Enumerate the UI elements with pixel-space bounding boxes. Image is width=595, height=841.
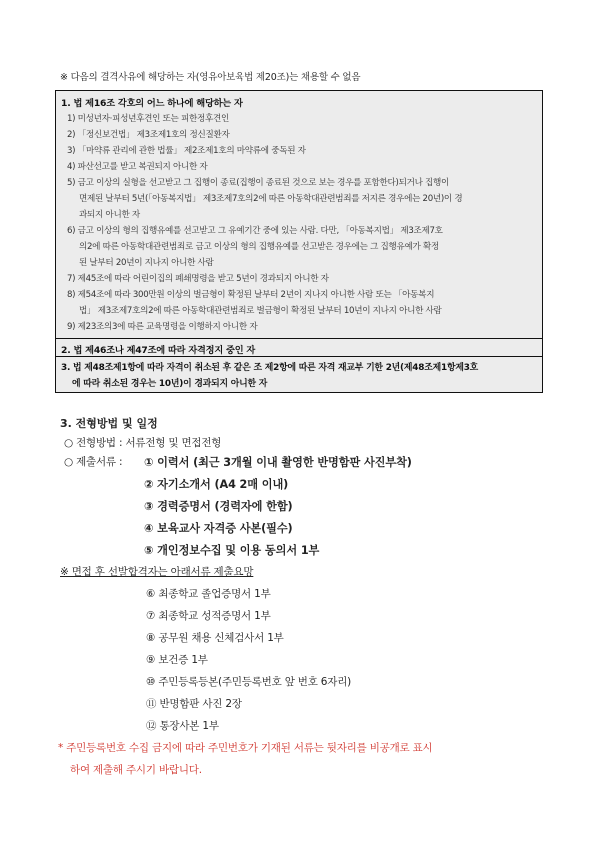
box-item: 5) 금고 이상의 실형을 선고받고 그 집행이 종료(집행이 종료된 것으로 보는 경우를 포함한다)되거나 집행이 bbox=[67, 178, 450, 188]
box-item: 의2에 따른 아동학대관련범죄로 금고 이상의 형의 집행유예를 선고받은 경우에는 그 집행유예가 확정 bbox=[79, 242, 439, 252]
box-item: 2) 「정신보건법」 제3조제1호의 정신질환자 bbox=[67, 130, 230, 140]
after-doc-item: ⑨ 보건증 1부 bbox=[146, 654, 208, 666]
doc-item-self-intro: ② 자기소개서 (A4 2매 이내) bbox=[144, 478, 289, 491]
after-doc-item: ⑥ 최종학교 졸업증명서 1부 bbox=[146, 588, 271, 600]
box-divider bbox=[56, 338, 542, 339]
disqualification-box bbox=[55, 90, 543, 393]
after-doc-item: ⑩ 주민등록등본(주민등록번호 앞 번호 6자리) bbox=[146, 676, 352, 688]
box-heading-3-cont: 에 따라 취소된 경우는 10년)이 경과되지 아니한 자 bbox=[72, 379, 268, 389]
section-title: 3. 전형방법 및 일정 bbox=[60, 417, 158, 430]
box-item: 8) 제54조에 따라 300만원 이상의 벌금형이 확정된 날부터 2년이 지나지 아니한 사람 또는 「아동복지 bbox=[67, 290, 435, 300]
box-item: 법」 제3조제7호의2에 따른 아동학대관련범죄로 벌금형이 확정된 날부터 10년이 지나지 아니한 사람 bbox=[79, 306, 442, 316]
box-item: 된 날부터 20년이 지나지 아니한 사람 bbox=[79, 258, 214, 268]
doc-item-resume: ① 이력서 (최근 3개월 이내 촬영한 반명함판 사진부착) bbox=[144, 456, 412, 469]
box-heading-2: 2. 법 제46조나 제47조에 따라 자격정지 중인 자 bbox=[61, 345, 256, 356]
method-value: 서류전형 및 면접전형 bbox=[125, 437, 222, 449]
box-heading-3: 3. 법 제48조제1항에 따라 자격이 취소된 후 같은 조 제2항에 따른 자격 재교부 기한 2년(제48조제1항제3호 bbox=[61, 363, 479, 373]
box-item: 1) 미성년자·피성년후견인 또는 피한정후견인 bbox=[67, 114, 229, 124]
privacy-warning-cont: 하여 제출해 주시기 바랍니다. bbox=[70, 764, 202, 776]
box-item: 9) 제23조의3에 따른 교육명령을 이행하지 아니한 자 bbox=[67, 322, 258, 332]
privacy-warning: * 주민등록번호 수집 금지에 따라 주민번호가 기재된 서류는 뒷자리를 비공개로 표시 bbox=[58, 742, 433, 754]
after-doc-item: ⑦ 최종학교 성적증명서 1부 bbox=[146, 610, 271, 622]
box-item: 7) 제45조에 따라 어린이집의 폐쇄명령을 받고 5년이 경과되지 아니한 자 bbox=[67, 274, 329, 284]
box-item: 과되지 아니한 자 bbox=[79, 210, 140, 220]
after-doc-item: ⑫ 통장사본 1부 bbox=[146, 720, 219, 732]
box-item: 6) 금고 이상의 형의 집행유예를 선고받고 그 유예기간 중에 있는 사람. 다만, 「아동복지법」 제3조제7호 bbox=[67, 226, 443, 236]
box-divider bbox=[56, 356, 542, 357]
box-heading-1: 1. 법 제16조 각호의 어느 하나에 해당하는 자 bbox=[61, 98, 243, 109]
box-item: 면제된 날부터 5년(「아동복지법」 제3조제7호의2에 따른 아동학대관련범죄를 저지른 경우에는 20년)이 경 bbox=[79, 194, 463, 204]
after-doc-item: ⑧ 공무원 채용 신체검사서 1부 bbox=[146, 632, 284, 644]
box-item: 3) 「마약류 관리에 관한 법률」 제2조제1호의 마약류에 중독된 자 bbox=[67, 146, 306, 156]
doc-item-license-copy: ④ 보육교사 자격증 사본(필수) bbox=[144, 522, 293, 535]
box-item: 4) 파산선고를 받고 복권되지 아니한 자 bbox=[67, 162, 208, 172]
after-interview-note: ※ 면접 후 선발합격자는 아래서류 제출요망 bbox=[60, 566, 254, 578]
method-label: ○ 전형방법 : bbox=[64, 437, 126, 449]
after-doc-item: ⑪ 반명함판 사진 2장 bbox=[146, 698, 242, 710]
method-row bbox=[64, 435, 221, 450]
doc-item-career-cert: ③ 경력증명서 (경력자에 한함) bbox=[144, 500, 293, 513]
docs-label: ○ 제출서류 : bbox=[64, 456, 123, 468]
disqualification-note: ※ 다음의 결격사유에 해당하는 자(영유아보육법 제20조)는 채용할 수 없음 bbox=[60, 72, 361, 83]
doc-item-privacy-consent: ⑤ 개인정보수집 및 이용 동의서 1부 bbox=[144, 544, 320, 557]
